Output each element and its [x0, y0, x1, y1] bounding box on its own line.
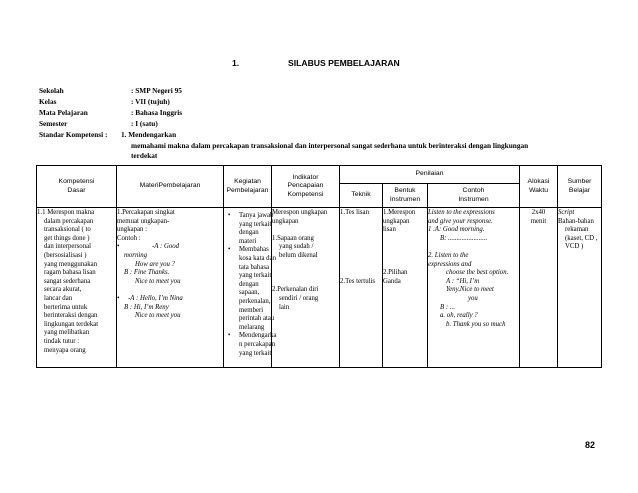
cell-alokasi	[520, 208, 558, 368]
contoh-line: B: .......................	[440, 234, 488, 242]
document-title	[0, 58, 638, 72]
bullet-icon: •	[117, 294, 120, 302]
kegiatan-line: Tanya jawab	[239, 212, 274, 219]
contoh-line: 2. Listen to the	[428, 251, 469, 259]
mapel-value: : Bahasa Inggris	[131, 108, 183, 117]
contoh-line: b. Thank you so much	[446, 320, 506, 328]
header-penilaian	[340, 166, 520, 184]
sumber-line: Bahan-bahan	[558, 217, 594, 225]
kegiatan-line: memberi	[239, 306, 264, 314]
header-indikator	[272, 166, 340, 208]
teknik-line: 2.Tes tertulis	[340, 277, 376, 285]
bentuk-line: 1.Merespon	[383, 209, 416, 216]
contoh-line: Yeny,Nice to meet	[446, 286, 494, 294]
kelas-value: : VII (tujuh)	[131, 97, 170, 106]
sk-description-line-1: memahami makna dalam percakapan transaksional dan interpersonal sangat sederhana untuk berinteraksi dengan lingkungan	[131, 141, 529, 150]
kegiatan-line: yang terkait	[239, 220, 272, 228]
sekolah-label: Sekolah	[39, 86, 64, 95]
contoh-line: choose the best option.	[446, 269, 509, 277]
bentuk-line: ungkapan	[383, 217, 410, 225]
kegiatan-line: dengan	[239, 229, 259, 237]
kegiatan-line: Mendengarka	[239, 332, 277, 340]
sumber-line: rekaman	[565, 226, 589, 234]
contoh-line: and give your response.	[428, 217, 493, 225]
indikator-line: sendiri / orang	[279, 294, 319, 302]
materi-line: -A : Hello, I’m Nina	[128, 294, 183, 302]
bentuk-line: Ganda	[383, 277, 401, 285]
cell-teknik	[340, 208, 383, 368]
kd-line: transaksional ( to	[44, 226, 91, 234]
cell-bentuk	[383, 208, 428, 368]
header-indikator-line-2: Pencapaian	[287, 182, 324, 190]
kd-line: sangat sederhana	[44, 277, 91, 285]
header-bentuk	[383, 184, 428, 208]
header-teknik	[340, 184, 383, 208]
materi-line: -A : Good	[152, 243, 180, 251]
bullet-icon: •	[228, 212, 231, 219]
header-contoh-line-1: Contoh	[462, 186, 485, 194]
section-number: 1.	[232, 58, 240, 68]
header-bentuk-line-2: Instrumen	[389, 195, 421, 203]
sumber-line: Script	[558, 209, 575, 216]
kd-line: yang melibatkan	[44, 329, 90, 337]
kd-line: tindak tutur :	[44, 337, 80, 345]
kd-line: dalam percakapan	[44, 217, 94, 225]
indikator-line: ungkapan	[272, 217, 299, 225]
indikator-line: Merespon ungkapan	[272, 209, 328, 216]
mapel-label: Mata Pelajaran	[39, 108, 88, 117]
contoh-line: B : ...	[440, 303, 455, 311]
materi-line: morning	[124, 251, 148, 259]
kd-line: yang menggunakan	[44, 260, 98, 268]
kelas-label: Kelas	[39, 97, 57, 106]
header-sumber-line-1: Sumber	[567, 177, 592, 185]
kegiatan-line: sapaan,	[239, 289, 260, 297]
header-kegiatan-line-2: Pembelajaran	[226, 186, 269, 194]
header-contoh	[428, 184, 520, 208]
header-kompetensi-line-2: Dasar	[67, 186, 86, 194]
kegiatan-line: materi	[239, 237, 257, 245]
kd-line: secara akurat,	[44, 286, 82, 294]
bullet-icon: •	[228, 246, 231, 254]
kd-line: menyapa orang	[44, 346, 86, 354]
header-alokasi	[520, 166, 558, 208]
contoh-line: you	[468, 294, 478, 302]
table-row	[37, 208, 602, 368]
materi-line: Contoh :	[117, 234, 141, 242]
kegiatan-line: kosa kata dan	[239, 254, 276, 262]
kegiatan-line: yang terkait	[239, 272, 272, 280]
sk-value: 1. Mendengarkan	[121, 130, 177, 139]
cell-indikator	[272, 208, 340, 368]
contoh-line: expressions and	[428, 260, 472, 268]
materi-line: How are you ?	[135, 260, 175, 268]
cell-sumber	[558, 208, 602, 368]
materi-line: B : Hi, I’m Reny	[124, 303, 169, 311]
header-kompetensi-line-1: Kompetensi	[58, 177, 95, 185]
header-teknik-line: Teknik	[351, 191, 371, 199]
materi-line: B : Fine Thanks.	[124, 269, 170, 277]
cell-contoh	[428, 208, 520, 368]
indikator-line: yang sudah /	[279, 243, 314, 251]
alokasi-line: 2x40	[531, 209, 546, 216]
materi-line: ungkapan :	[117, 226, 148, 234]
page-number: 82	[585, 440, 596, 450]
kd-line: ragam bahasa lisan	[44, 269, 96, 277]
contoh-line: a. oh, really ?	[440, 312, 478, 320]
section-title: SILABUS PEMBELAJARAN	[288, 58, 400, 68]
kd-line: berterima untuk	[44, 303, 88, 311]
sk-description	[131, 141, 571, 160]
contoh-line: Listen to the expressions	[428, 209, 495, 216]
indikator-line: 2.Perkenalan diri	[272, 286, 319, 294]
kegiatan-line: yang terkait	[239, 349, 272, 357]
materi-line: Nice to meet you	[135, 277, 181, 285]
kd-line: berinteraksi dengan	[44, 312, 98, 320]
cell-kompetensi-dasar	[37, 208, 117, 368]
indikator-line: 1.Sapaan orang	[272, 234, 314, 242]
cell-materi	[117, 208, 224, 368]
header-sumber	[558, 166, 602, 208]
header-materi-line: MateriPembelajaran	[139, 182, 201, 190]
semester-value: : I (satu)	[131, 119, 158, 128]
header-kompetensi-dasar	[37, 166, 117, 208]
kegiatan-line: dengan	[239, 280, 259, 288]
bullet-icon: •	[117, 243, 120, 251]
materi-line: 1.Percakapan singkat	[117, 209, 175, 216]
materi-line: memuat ungkapan-	[117, 217, 170, 225]
kegiatan-line: n percakapan	[239, 340, 276, 348]
kegiatan-line: Membahas	[239, 246, 269, 254]
header-materi	[117, 166, 224, 208]
kegiatan-line: melarang	[239, 323, 265, 331]
sk-description-line-2: terdekat	[131, 150, 158, 160]
header-penilaian-line: Penilaian	[415, 170, 444, 178]
header-indikator-line-1: Indikator	[292, 173, 319, 181]
kd-line: lancar dan	[44, 294, 73, 302]
indikator-line: belum dikenal	[279, 251, 318, 259]
kd-line: 1.1 Merespon makna	[37, 209, 95, 216]
contoh-line: 1 .A: Good morning.	[428, 226, 485, 234]
semester-label: Semester	[39, 119, 68, 128]
header-bentuk-line-1: Bentuk	[394, 186, 416, 194]
header-indikator-line-3: Kompetensi	[287, 190, 324, 198]
indikator-line: lain	[279, 303, 290, 311]
bentuk-line: 2.Pilihan	[383, 269, 408, 277]
kegiatan-line: perintah atau	[239, 315, 275, 323]
kegiatan-line: tata bahasa	[239, 263, 270, 271]
kd-line: (bersosialisasi )	[44, 251, 87, 259]
cell-kegiatan	[224, 208, 277, 368]
sumber-line: (kaset, CD ,	[565, 234, 598, 242]
header-alokasi-line-2: Waktu	[528, 186, 548, 194]
alokasi-line: menit	[530, 217, 547, 225]
header-kegiatan-line-1: Kegiatan	[234, 177, 261, 185]
kd-line: dan interpersonal	[44, 243, 91, 251]
materi-line: Nice to meet you	[135, 312, 181, 320]
contoh-line: A : “Hi, I’m	[446, 277, 480, 285]
syllabus-table	[36, 165, 602, 368]
sumber-line: VCD )	[565, 243, 584, 251]
sekolah-value: : SMP Negeri 95	[131, 86, 182, 95]
teknik-line: 1.Tes lisan	[340, 209, 369, 216]
header-sumber-line-2: Belajar	[568, 186, 591, 194]
bentuk-line: lisan	[383, 226, 396, 234]
header-kegiatan	[224, 166, 272, 208]
sk-label: Standar Kompetensi :	[39, 130, 108, 139]
kd-line: get things done )	[44, 234, 90, 242]
kegiatan-line: perkenalan,	[239, 297, 271, 305]
header-alokasi-line-1: Alokasi	[527, 177, 550, 185]
bullet-icon: •	[228, 332, 231, 340]
header-contoh-line-2: Instrumen	[458, 195, 489, 203]
kd-line: lingkungan terdekat	[44, 320, 99, 328]
